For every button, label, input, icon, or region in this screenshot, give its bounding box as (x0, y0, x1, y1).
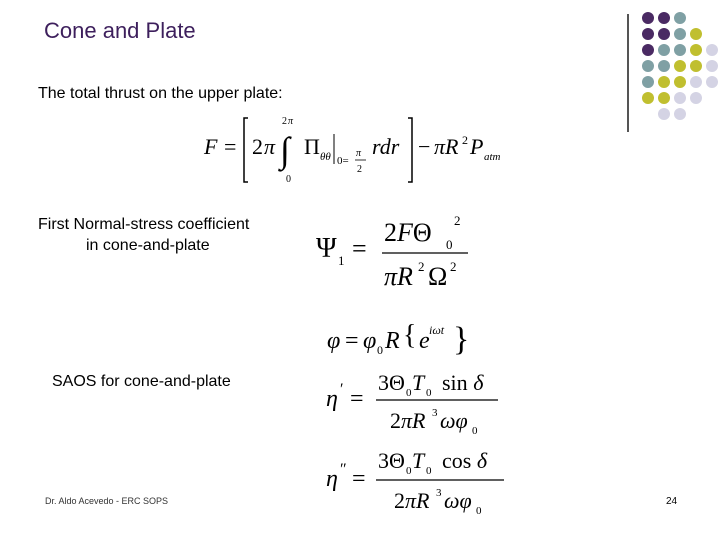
svg-text:0: 0 (406, 387, 412, 399)
slide-title: Cone and Plate (44, 18, 196, 43)
svg-text:2: 2 (357, 164, 362, 175)
svg-text:0: 0 (406, 465, 412, 477)
svg-text:ωφ: ωφ (444, 488, 472, 513)
svg-text:1: 1 (338, 253, 345, 268)
svg-text:=: = (350, 386, 364, 412)
svg-text:0: 0 (426, 465, 432, 477)
svg-text:=: = (345, 328, 359, 354)
svg-text:sin δ: sin δ (442, 370, 484, 395)
svg-text:=: = (224, 134, 237, 159)
svg-text:R: R (385, 328, 400, 354)
footer-author: Dr. Aldo Acevedo - ERC SOPS (45, 496, 169, 506)
svg-text:rdr: rdr (372, 134, 400, 159)
eta-prime-equation (322, 362, 512, 436)
svg-text:η: η (326, 386, 338, 412)
svg-text:2FΘ: 2FΘ (384, 218, 432, 247)
svg-text:{: { (403, 320, 417, 351)
header-divider (627, 14, 629, 132)
svg-text:π: π (356, 148, 362, 159)
thrust-equation (200, 110, 520, 190)
saos-label: SAOS for cone-and-plate (52, 373, 231, 390)
svg-text:P: P (470, 134, 484, 159)
svg-text:T: T (412, 370, 425, 395)
svg-text:0: 0 (426, 387, 432, 399)
svg-text:T: T (412, 448, 425, 473)
svg-text:Π: Π (304, 134, 320, 159)
svg-text:0: 0 (377, 343, 383, 357)
svg-text:−: − (418, 134, 431, 159)
svg-text:2: 2 (418, 259, 425, 274)
svg-text:2: 2 (450, 259, 457, 274)
psi1-equation (310, 205, 490, 295)
page-number: 24 (666, 496, 678, 507)
svg-text:cos δ: cos δ (442, 448, 488, 473)
svg-text:=: = (352, 234, 367, 263)
svg-text:atm: atm (484, 151, 501, 163)
svg-text:ωφ: ωφ (440, 408, 468, 433)
svg-text:}: } (453, 321, 470, 358)
svg-text:πR: πR (434, 134, 459, 159)
svg-text:=: = (352, 466, 366, 492)
svg-text:π: π (264, 134, 276, 159)
svg-text:Ψ: Ψ (316, 233, 337, 264)
svg-text:3: 3 (436, 487, 442, 499)
svg-text:3Θ: 3Θ (378, 448, 405, 473)
svg-text:2: 2 (282, 116, 287, 127)
svg-text:0: 0 (286, 174, 291, 185)
svg-text:0: 0 (446, 237, 453, 252)
normal-stress-label-line2: in cone-and-plate (86, 237, 210, 254)
svg-text:∫: ∫ (280, 130, 290, 170)
svg-text:2πR: 2πR (390, 408, 426, 433)
svg-text:3Θ: 3Θ (378, 370, 405, 395)
eta-double-prime-equation (322, 440, 512, 516)
svg-text:2: 2 (462, 133, 468, 147)
svg-text:θθ: θθ (320, 151, 331, 163)
decorative-dot-grid (640, 10, 720, 120)
svg-text:2: 2 (454, 213, 461, 228)
svg-text:iωt: iωt (429, 323, 445, 337)
svg-text:π: π (288, 116, 294, 127)
svg-text:′: ′ (340, 381, 344, 398)
phi-equation (325, 316, 485, 360)
svg-text:Ω: Ω (428, 262, 448, 291)
svg-text:F: F (204, 134, 218, 159)
svg-text:″: ″ (340, 461, 347, 478)
svg-text:2: 2 (252, 134, 263, 159)
svg-text:3: 3 (432, 407, 438, 419)
svg-text:0: 0 (472, 425, 478, 436)
normal-stress-label-line1: First Normal-stress coefficient (38, 216, 250, 233)
svg-text:e: e (419, 328, 430, 354)
svg-text:0=: 0= (337, 155, 349, 167)
svg-text:φ: φ (363, 328, 377, 354)
svg-text:πR: πR (384, 262, 413, 291)
svg-text:φ: φ (327, 328, 341, 354)
svg-text:η: η (326, 466, 338, 492)
svg-text:0: 0 (476, 505, 482, 516)
svg-text:2πR: 2πR (394, 488, 430, 513)
thrust-label: The total thrust on the upper plate: (38, 85, 283, 102)
